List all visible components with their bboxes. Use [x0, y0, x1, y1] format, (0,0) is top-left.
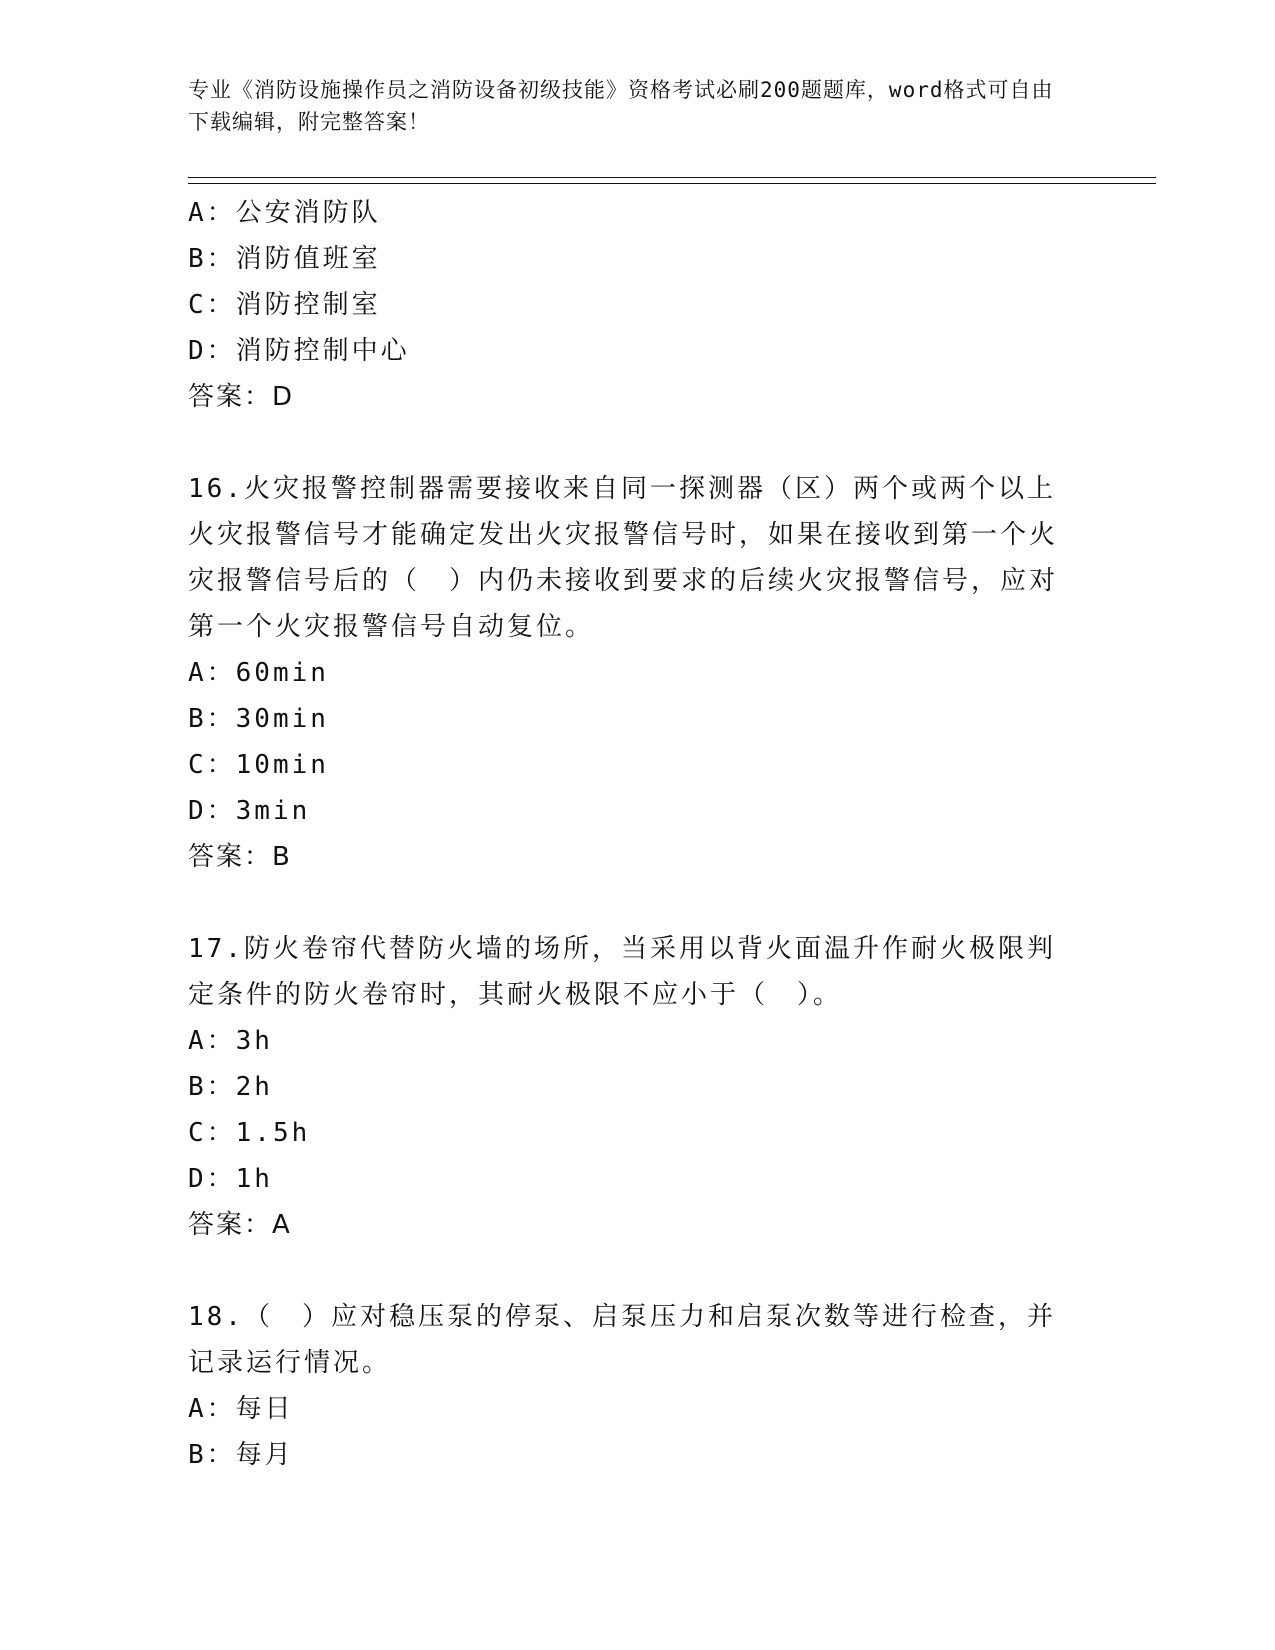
spacer — [188, 420, 1088, 466]
answer-line: 答案：D — [188, 382, 295, 412]
option-text: 每日 — [235, 1394, 294, 1424]
option-label: D： — [188, 336, 236, 366]
question-content — [188, 190, 1088, 1478]
option-d — [188, 788, 1088, 834]
option-label: A： — [188, 1394, 236, 1424]
option-label: B： — [188, 704, 236, 734]
option-b — [188, 236, 1088, 282]
question-16 — [188, 466, 1088, 880]
option-text: 每月 — [235, 1440, 294, 1470]
option-label: A： — [188, 1026, 236, 1056]
spacer — [188, 1248, 1088, 1294]
option-label: C： — [188, 290, 236, 320]
option-text: 3h — [235, 1026, 273, 1056]
option-label: D： — [188, 796, 236, 826]
option-text: 公安消防队 — [235, 198, 381, 228]
option-label: B： — [188, 244, 236, 274]
option-b — [188, 1432, 1088, 1478]
prev-question-options — [188, 190, 1088, 374]
option-b — [188, 1064, 1088, 1110]
question-17 — [188, 926, 1088, 1248]
answer-line: 答案：A — [188, 1210, 292, 1240]
header-rule-bottom — [188, 183, 1156, 184]
question-stem: 17.防火卷帘代替防火墙的场所，当采用以背火面温升作耐火极限判定条件的防火卷帘时，其耐火极限不应小于（ ）。 — [188, 934, 1056, 1010]
option-text: 3min — [235, 796, 311, 826]
option-c — [188, 282, 1088, 328]
option-a — [188, 1386, 1088, 1432]
document-header: 专业《消防设施操作员之消防设备初级技能》资格考试必刷200题题库，word格式可自由下载编辑，附完整答案！ — [188, 78, 1054, 134]
spacer — [188, 880, 1088, 926]
option-label: B： — [188, 1072, 236, 1102]
option-label: A： — [188, 658, 236, 688]
answer-line: 答案：B — [188, 842, 292, 872]
option-text: 消防控制中心 — [235, 336, 410, 366]
option-d — [188, 328, 1088, 374]
option-label: A： — [188, 198, 236, 228]
option-d — [188, 1156, 1088, 1202]
option-a — [188, 650, 1088, 696]
option-text: 1.5h — [235, 1118, 311, 1148]
option-a — [188, 190, 1088, 236]
option-label: C： — [188, 750, 236, 780]
option-a — [188, 1018, 1088, 1064]
option-text: 60min — [235, 658, 329, 688]
option-text: 10min — [235, 750, 329, 780]
option-c — [188, 742, 1088, 788]
option-label: B： — [188, 1440, 236, 1470]
header-rule-top — [188, 177, 1156, 178]
option-label: C： — [188, 1118, 236, 1148]
option-c — [188, 1110, 1088, 1156]
option-text: 2h — [235, 1072, 273, 1102]
question-stem: 18.（ ）应对稳压泵的停泵、启泵压力和启泵次数等进行检查，并记录运行情况。 — [188, 1302, 1056, 1378]
option-label: D： — [188, 1164, 236, 1194]
option-text: 消防值班室 — [235, 244, 381, 274]
option-b — [188, 696, 1088, 742]
question-stem: 16.火灾报警控制器需要接收来自同一探测器（区）两个或两个以上火灾报警信号才能确定发出火灾报警信号时，如果在接收到第一个火灾报警信号后的（ ）内仍未接收到要求的后续火灾报警信号，应对第一个火灾报警信号自动复位。 — [188, 474, 1059, 642]
option-text: 1h — [235, 1164, 273, 1194]
option-text: 30min — [235, 704, 329, 734]
option-text: 消防控制室 — [235, 290, 381, 320]
question-18 — [188, 1294, 1088, 1478]
